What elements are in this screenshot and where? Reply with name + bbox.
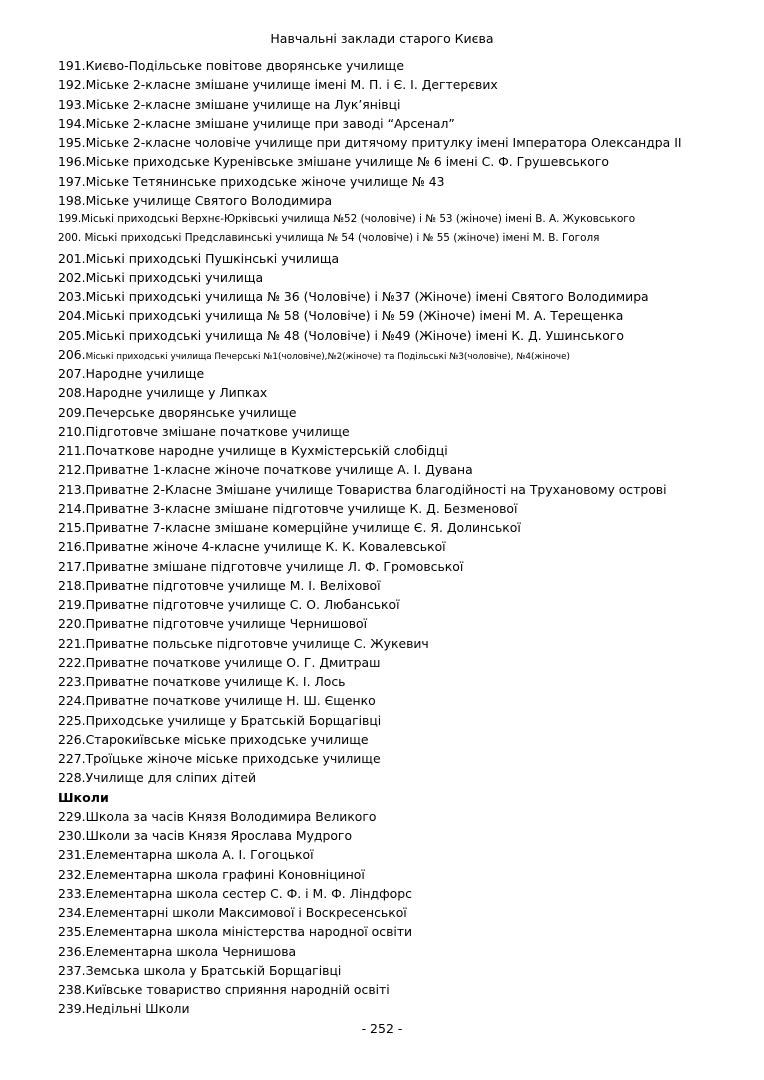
list-item [58,865,748,884]
item-title: Старокиївське міське приходське училище [85,731,369,747]
list-item [58,691,748,710]
list-item [58,152,748,171]
item-number: 207. [58,366,86,381]
item-number: 231. [58,847,86,863]
list-item [58,383,748,402]
item-title: Міські приходські Пушкінські училища [85,250,340,266]
list-item [58,595,748,614]
item-number: 225. [58,712,86,728]
list-item [58,345,748,364]
item-title: Елементарні школи Максимової і Воскресенської [85,905,407,920]
item-title: Приватне початкове училище К. І. Лось [85,674,346,689]
item-title: Елементарна школа А. І. Гогоцької [85,847,314,863]
item-number: 196. [58,154,86,170]
list-item [58,730,748,749]
table-of-contents-list [58,56,748,1019]
item-number: 204. [58,308,86,324]
list-item [58,249,748,268]
item-number: 195. [58,135,86,150]
item-number: 197. [58,173,86,189]
item-number: 220. [58,616,86,632]
list-item [58,306,748,325]
item-title: Приватне жіноче 4-класне училище К. К. Ковалевської [85,539,446,555]
item-title: Приватне підготовче училище Чернишової [85,616,368,632]
item-number: 222. [58,654,86,670]
item-title: Міські приходські училища Печерські №1(чоловіче),№2(жіноче) та Подільські №3(чоловіче), №4(жіноче) [85,351,570,362]
item-title: Елементарна школа Чернишова [85,943,297,959]
item-title: Початкове народне училище в Кухмістерській слобідці [85,443,448,458]
item-number: 199. [58,213,82,225]
list-item [58,711,748,730]
page-header: Навчальні заклади старого Києва [270,31,494,46]
list-item [58,922,748,941]
item-number: 237. [58,962,86,978]
item-number: 219. [58,597,86,612]
list-item [58,999,748,1018]
item-number: 213. [58,481,86,497]
list-item [58,403,748,422]
item-number: 206. [58,346,86,362]
item-number: 205. [58,327,86,343]
list-item [58,884,748,903]
list-item [58,768,748,787]
list-item [58,287,748,306]
item-title: Міські приходські Предславинські училища № 54 (чоловіче) і № 55 (жіноче) імені М. В. Гоголя [84,232,600,245]
item-number: 211. [58,443,86,458]
item-title: Приватне 2-Класне Змішане училище Товариства благодійності на Трухановому острові [85,481,667,497]
item-number: 216. [58,539,86,555]
item-title: Міське 2-класне чоловіче училище при дитячому притулку імені Імператора Олександра II [85,135,682,150]
item-number: 194. [58,115,86,131]
item-number: 239. [58,1001,86,1017]
item-title: Міські приходські училища [85,269,264,285]
item-title: Міське 2-класне змішане училище при заводі “Арсенал” [85,115,455,131]
list-item [58,364,748,383]
list-item [58,942,748,961]
list-item [58,845,748,864]
item-title: Приватне змішане підготовче училище Л. Ф. Громовської [85,558,464,574]
list-item [58,441,748,460]
item-title: Києво-Подільське повітове дворянське училище [85,58,404,73]
list-item [58,903,748,922]
item-title: Недільні Школи [85,1001,190,1017]
item-title: Печерське дворянське училище [85,404,297,420]
item-number: 214. [58,500,86,516]
item-title: Троїцьке жіноче міське приходське училище [85,751,381,766]
list-item [58,749,748,768]
list-item [58,229,748,248]
item-title: Школи за часів Князя Ярослава Мудрого [85,828,353,843]
item-title: Народне училище [85,366,205,381]
item-title: Міське 2-класне змішане училище імені М. П. і Є. І. Дегтерєвих [85,77,498,93]
item-title: Міські приходські училища № 36 (Чоловіче) і №37 (Жіноче) імені Святого Володимира [85,289,649,304]
item-title: Міське училище Святого Володимира [85,192,333,208]
item-number: 202. [58,269,86,285]
item-title: Приватне 7-класне змішане комерційне училище Є. Я. Долинської [85,520,521,535]
item-number: 210. [58,423,86,439]
item-title: Міське Тетянинське приходське жіноче училище № 43 [85,173,445,189]
item-title: Міські приходські училища № 58 (Чоловіче) і № 59 (Жіноче) імені М. А. Терещенка [85,308,624,324]
list-item [58,672,748,691]
list-item [58,210,748,229]
item-title: Підготовче змішане початкове училище [85,423,350,439]
item-number: 198. [58,192,86,208]
list-item [58,95,748,114]
item-title: Приватне початкове училище Н. Ш. Єщенко [85,693,376,709]
list-item [58,133,748,152]
list-item [58,191,748,210]
list-item [58,537,748,556]
item-number: 230. [58,828,86,843]
list-item [58,961,748,980]
item-number: 208. [58,385,86,401]
list-item [58,653,748,672]
item-number: 200. [58,232,85,245]
list-item [58,980,748,999]
item-title: Елементарна школа міністерства народної освіти [85,924,413,940]
item-title: Приходське училище у Братській Борщагівці [85,712,382,728]
item-number: 193. [58,96,86,112]
list-item [58,614,748,633]
item-number: 227. [58,751,86,766]
item-title: Елементарна школа сестер С. Ф. і М. Ф. Ліндфорс [85,885,412,901]
item-number: 235. [58,924,86,940]
list-item [58,480,748,499]
item-number: 217. [58,558,86,574]
item-title: Приватне підготовче училище М. І. Веліхової [85,577,381,593]
list-item [58,56,748,75]
item-number: 215. [58,520,86,535]
item-title: Приватне підготовче училище С. О. Любанської [85,597,400,612]
item-number: 236. [58,943,86,959]
item-number: 218. [58,577,86,593]
item-number: 212. [58,462,86,478]
item-title: Київське товариство сприяння народній освіті [85,982,390,997]
list-item [58,826,748,845]
item-number: 191. [58,58,86,73]
list-item [58,422,748,441]
list-item [58,460,748,479]
list-item [58,576,748,595]
item-number: 223. [58,674,86,689]
list-item [58,557,748,576]
item-title: Міське приходське Куренівське змішане училище № 6 імені С. Ф. Грушевського [85,154,609,170]
item-number: 203. [58,289,86,304]
item-title: Училище для сліпих дітей [85,770,257,786]
item-title: Приватне 1-класне жіноче початкове училище А. І. Дувана [85,462,473,478]
item-number: 221. [58,635,86,651]
list-item [58,634,748,653]
item-title: Приватне польське підготовче училище С. Жукевич [85,635,429,651]
item-number: 229. [58,808,86,824]
list-item [58,268,748,287]
list-item [58,172,748,191]
page-number: - 252 - [361,1021,403,1036]
item-title: Приватне початкове училище О. Г. Дмитраш [85,654,381,670]
item-number: 238. [58,982,86,997]
item-title: Народне училище у Липках [85,385,268,401]
item-title: Міське 2-класне змішане училище на Лук’янівці [85,96,401,112]
item-number: 192. [58,77,86,93]
item-number: 233. [58,885,86,901]
list-item [58,807,748,826]
item-title: Елементарна школа графині Коновніциної [85,866,365,882]
item-title: Школа за часів Князя Володимира Великого [85,808,377,824]
item-title: Міські приходські Верхнє-Юрківські училища №52 (чоловіче) і № 53 (жіноче) імені В. А. Жуковського [81,213,636,225]
item-number: 201. [58,250,86,266]
item-number: 226. [58,731,86,747]
item-number: 224. [58,693,86,709]
list-item [58,499,748,518]
item-title: Земська школа у Братській Борщагівці [85,962,342,978]
item-number: 228. [58,770,86,786]
list-item [58,326,748,345]
item-number: 234. [58,905,86,920]
item-number: 232. [58,866,86,882]
section-heading: Школи [58,789,109,805]
item-title: Приватне 3-класне змішане підготовче училище К. Д. Безменової [85,500,518,516]
list-item [58,75,748,94]
list-item [58,518,748,537]
item-number: 209. [58,404,86,420]
list-item [58,114,748,133]
item-title: Міські приходські училища № 48 (Чоловіче) і №49 (Жіноче) імені К. Д. Ушинського [85,327,624,343]
